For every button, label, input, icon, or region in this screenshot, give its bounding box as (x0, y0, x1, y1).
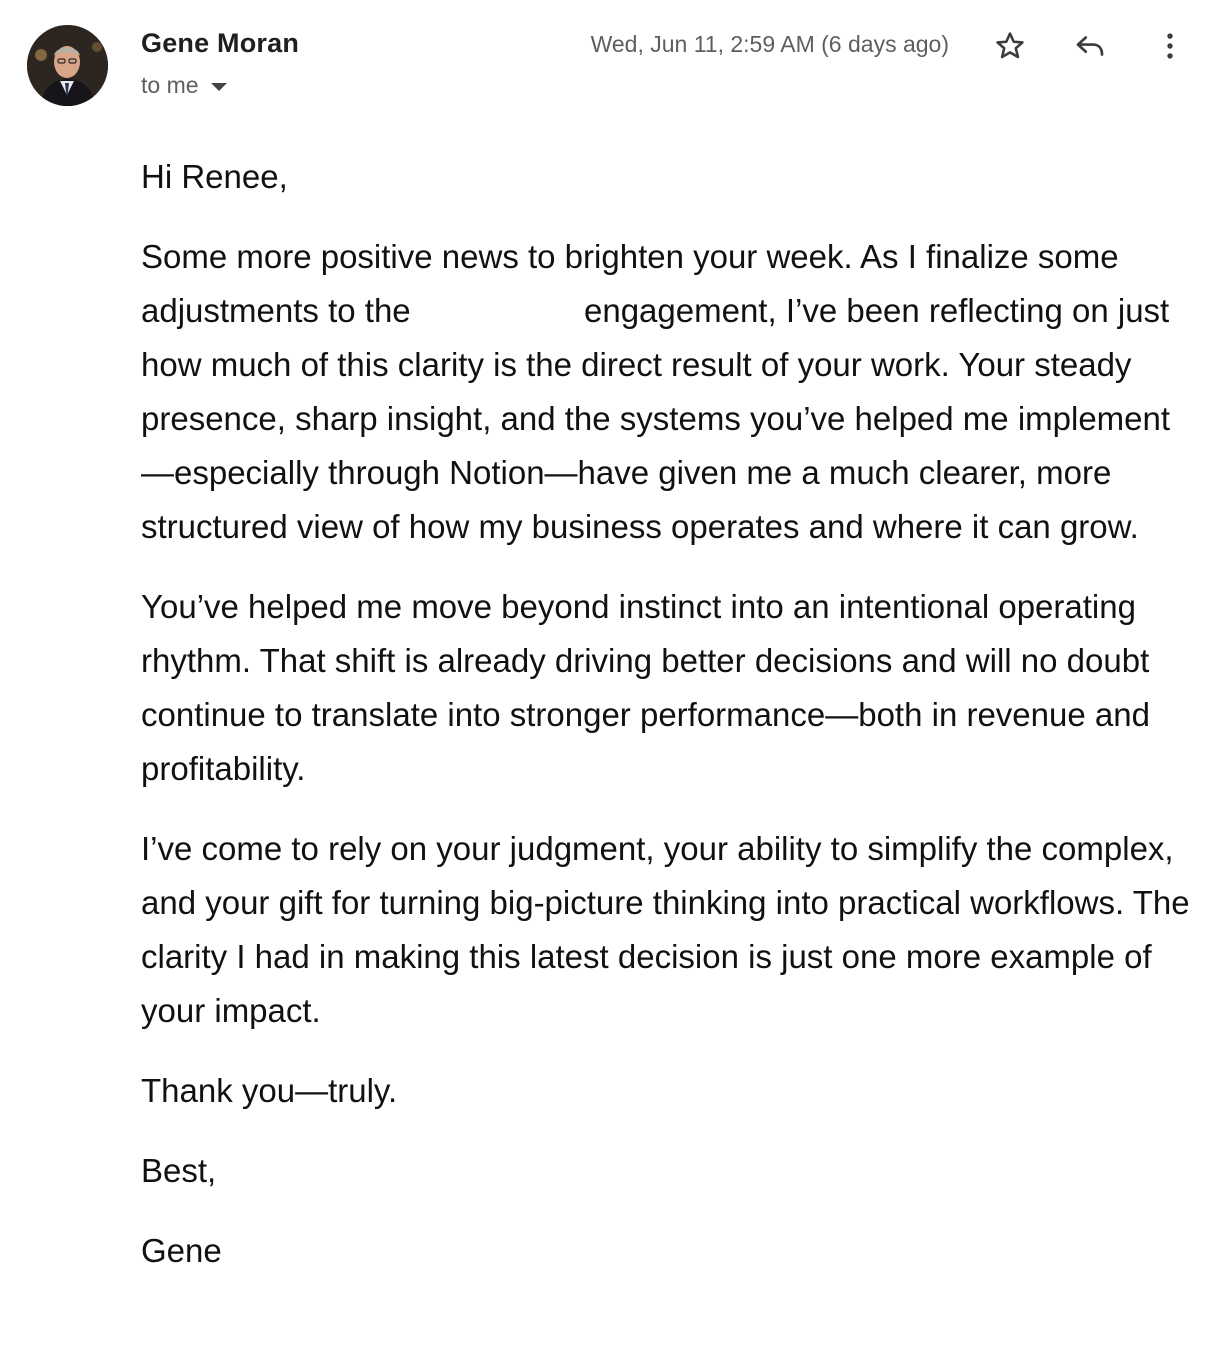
paragraph-1 (141, 230, 1201, 554)
star-icon (993, 29, 1027, 63)
avatar-photo (27, 25, 108, 106)
sender-avatar[interactable] (27, 25, 108, 106)
paragraph-2: You’ve helped me move beyond instinct into an intentional operating rhythm. That shift is already driving better decisions and will no doubt continue to translate into stronger performance—both in revenue and profitability. (141, 588, 1150, 787)
sender-name[interactable]: Gene Moran (141, 28, 300, 58)
reply-icon (1073, 29, 1107, 63)
star-button[interactable] (986, 22, 1034, 70)
message-body (141, 150, 1201, 1304)
thanks-line: Thank you—truly. (141, 1072, 398, 1109)
reply-button[interactable] (1066, 22, 1114, 70)
more-vert-icon (1153, 29, 1187, 63)
paragraph-3: I’ve come to rely on your judgment, your ability to simplify the complex, and your gift for turning big-picture thinking into practical workflows. The clarity I had in making this latest decision is just one more example of your impact. (141, 830, 1190, 1029)
greeting: Hi Renee, (141, 158, 288, 195)
more-options-button[interactable] (1146, 22, 1194, 70)
caret-down-icon (211, 83, 227, 91)
signature: Gene (141, 1232, 222, 1269)
recipient-label: to me (141, 72, 199, 98)
paragraph-1-end: engagement, I’ve been reflecting on just how much of this clarity is the direct result of your work. Your steady presence, sharp insight, and the systems you’ve helped me implement—especially through Notion—have given me a much clearer, more structured view of how my business operates and where it can grow. (141, 292, 1171, 545)
paragraph-1-start: Some more positive news to brighten your week. As I finalize some adjustments to the (141, 238, 1119, 329)
recipient-details-toggle[interactable] (141, 72, 227, 99)
message-timestamp: Wed, Jun 11, 2:59 AM (6 days ago) (590, 31, 949, 57)
signoff: Best, (141, 1152, 217, 1189)
